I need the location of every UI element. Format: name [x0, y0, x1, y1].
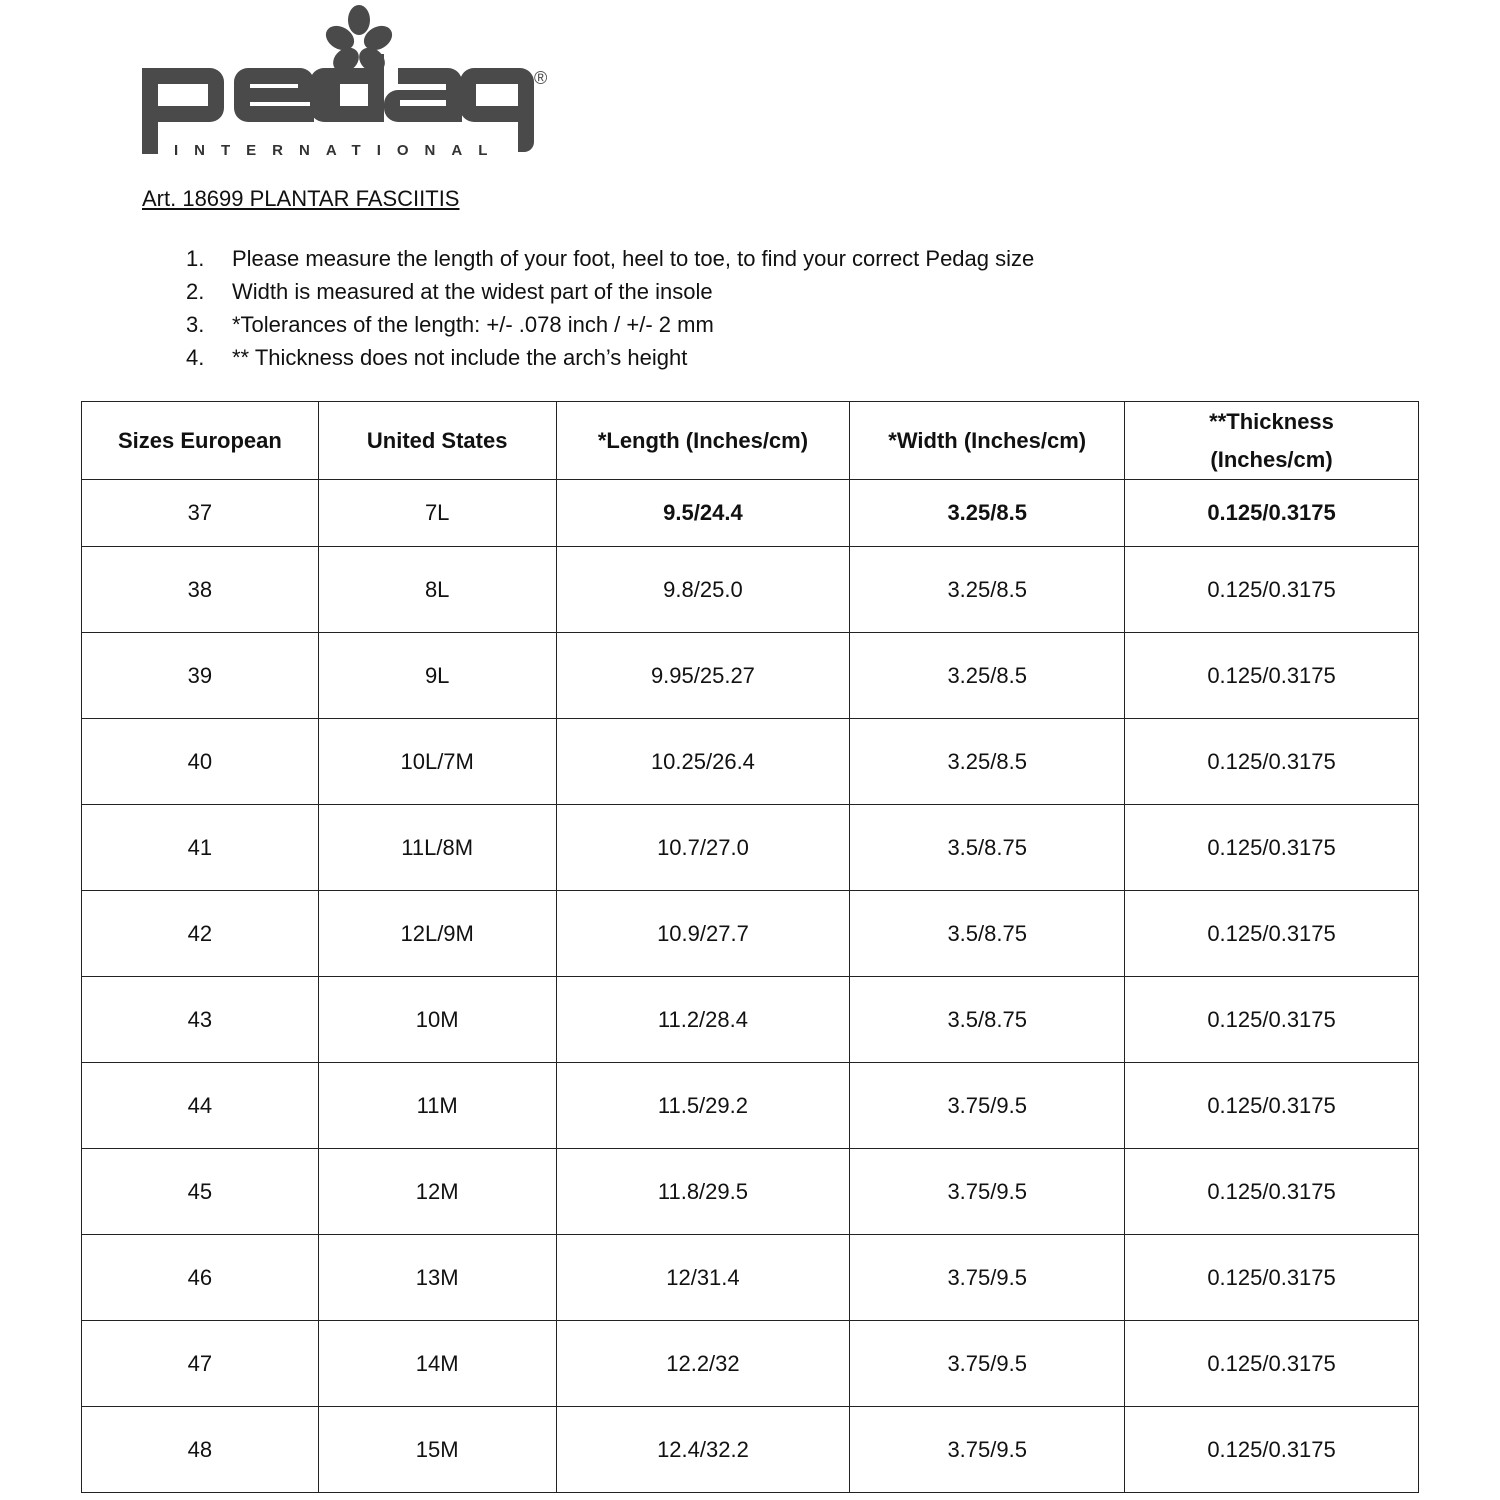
cell-us-size: 12L/9M — [318, 891, 556, 977]
cell-length: 10.25/26.4 — [556, 719, 850, 805]
article-title: Art. 18699 PLANTAR FASCIITIS — [142, 186, 460, 211]
table-row — [82, 1321, 1419, 1407]
cell-thickness: 0.125/0.3175 — [1125, 1407, 1419, 1493]
cell-length: 9.5/24.4 — [556, 480, 850, 547]
cell-european-size: 42 — [82, 891, 319, 977]
cell-length: 12.2/32 — [556, 1321, 850, 1407]
table-row — [82, 719, 1419, 805]
cell-length: 12/31.4 — [556, 1235, 850, 1321]
table-row — [82, 891, 1419, 977]
size-chart-table — [81, 401, 1419, 1493]
cell-length: 9.8/25.0 — [556, 547, 850, 633]
cell-width: 3.75/9.5 — [850, 1063, 1125, 1149]
instruction-item — [186, 308, 1034, 341]
table-row — [82, 633, 1419, 719]
instruction-text: Please measure the length of your foot, heel to toe, to find your correct Pedag size — [232, 246, 1035, 271]
cell-european-size: 41 — [82, 805, 319, 891]
cell-european-size: 39 — [82, 633, 319, 719]
cell-width: 3.75/9.5 — [850, 1407, 1125, 1493]
flower-icon — [322, 5, 397, 77]
instruction-number: 3. — [186, 312, 205, 337]
cell-us-size: 7L — [318, 480, 556, 547]
instruction-number: 2. — [186, 279, 205, 304]
table-row — [82, 1063, 1419, 1149]
cell-european-size: 38 — [82, 547, 319, 633]
header-us-size: United States — [318, 402, 556, 480]
table-body — [82, 480, 1419, 1493]
instruction-text: *Tolerances of the length: +/- .078 inch / +/- 2 mm — [232, 312, 714, 337]
cell-european-size: 48 — [82, 1407, 319, 1493]
cell-european-size: 46 — [82, 1235, 319, 1321]
instruction-item — [186, 275, 1034, 308]
cell-thickness: 0.125/0.3175 — [1125, 480, 1419, 547]
pedag-logo — [138, 0, 558, 165]
instruction-text: Width is measured at the widest part of the insole — [232, 279, 713, 304]
cell-us-size: 10L/7M — [318, 719, 556, 805]
cell-thickness: 0.125/0.3175 — [1125, 891, 1419, 977]
table-row — [82, 1235, 1419, 1321]
cell-us-size: 11M — [318, 1063, 556, 1149]
cell-width: 3.75/9.5 — [850, 1321, 1125, 1407]
cell-european-size: 45 — [82, 1149, 319, 1235]
cell-thickness: 0.125/0.3175 — [1125, 1063, 1419, 1149]
cell-european-size: 44 — [82, 1063, 319, 1149]
cell-us-size: 15M — [318, 1407, 556, 1493]
logo-subtext: INTERNATIONAL — [174, 142, 504, 159]
cell-us-size: 8L — [318, 547, 556, 633]
cell-length: 11.5/29.2 — [556, 1063, 850, 1149]
header-width: *Width (Inches/cm) — [850, 402, 1125, 480]
table-header-row — [82, 402, 1419, 480]
cell-us-size: 11L/8M — [318, 805, 556, 891]
table-row — [82, 1407, 1419, 1493]
cell-us-size: 10M — [318, 977, 556, 1063]
instruction-item — [186, 341, 1034, 374]
cell-european-size: 40 — [82, 719, 319, 805]
cell-thickness: 0.125/0.3175 — [1125, 1235, 1419, 1321]
cell-us-size: 14M — [318, 1321, 556, 1407]
cell-width: 3.5/8.75 — [850, 977, 1125, 1063]
cell-width: 3.75/9.5 — [850, 1235, 1125, 1321]
cell-width: 3.5/8.75 — [850, 805, 1125, 891]
cell-thickness: 0.125/0.3175 — [1125, 977, 1419, 1063]
instruction-item — [186, 242, 1034, 275]
cell-us-size: 12M — [318, 1149, 556, 1235]
cell-thickness: 0.125/0.3175 — [1125, 547, 1419, 633]
cell-length: 9.95/25.27 — [556, 633, 850, 719]
table-row — [82, 1149, 1419, 1235]
cell-length: 11.2/28.4 — [556, 977, 850, 1063]
cell-european-size: 43 — [82, 977, 319, 1063]
instruction-text: ** Thickness does not include the arch’s height — [232, 345, 688, 370]
cell-thickness: 0.125/0.3175 — [1125, 1321, 1419, 1407]
registered-mark: ® — [534, 68, 548, 88]
instructions-list — [186, 242, 1034, 374]
header-thickness: **Thickness (Inches/cm) — [1125, 402, 1419, 480]
cell-width: 3.25/8.5 — [850, 547, 1125, 633]
header-european-size: Sizes European — [82, 402, 319, 480]
cell-length: 12.4/32.2 — [556, 1407, 850, 1493]
cell-european-size: 47 — [82, 1321, 319, 1407]
cell-european-size: 37 — [82, 480, 319, 547]
table-row — [82, 805, 1419, 891]
cell-thickness: 0.125/0.3175 — [1125, 1149, 1419, 1235]
cell-us-size: 9L — [318, 633, 556, 719]
cell-length: 10.7/27.0 — [556, 805, 850, 891]
cell-length: 10.9/27.7 — [556, 891, 850, 977]
table-row — [82, 977, 1419, 1063]
cell-width: 3.25/8.5 — [850, 633, 1125, 719]
cell-thickness: 0.125/0.3175 — [1125, 633, 1419, 719]
instruction-number: 4. — [186, 345, 205, 370]
table-row — [82, 547, 1419, 633]
cell-thickness: 0.125/0.3175 — [1125, 719, 1419, 805]
cell-width: 3.25/8.5 — [850, 480, 1125, 547]
cell-width: 3.25/8.5 — [850, 719, 1125, 805]
cell-width: 3.5/8.75 — [850, 891, 1125, 977]
instruction-number: 1. — [186, 246, 205, 271]
cell-thickness: 0.125/0.3175 — [1125, 805, 1419, 891]
cell-width: 3.75/9.5 — [850, 1149, 1125, 1235]
header-length: *Length (Inches/cm) — [556, 402, 850, 480]
cell-length: 11.8/29.5 — [556, 1149, 850, 1235]
cell-us-size: 13M — [318, 1235, 556, 1321]
table-row — [82, 480, 1419, 547]
